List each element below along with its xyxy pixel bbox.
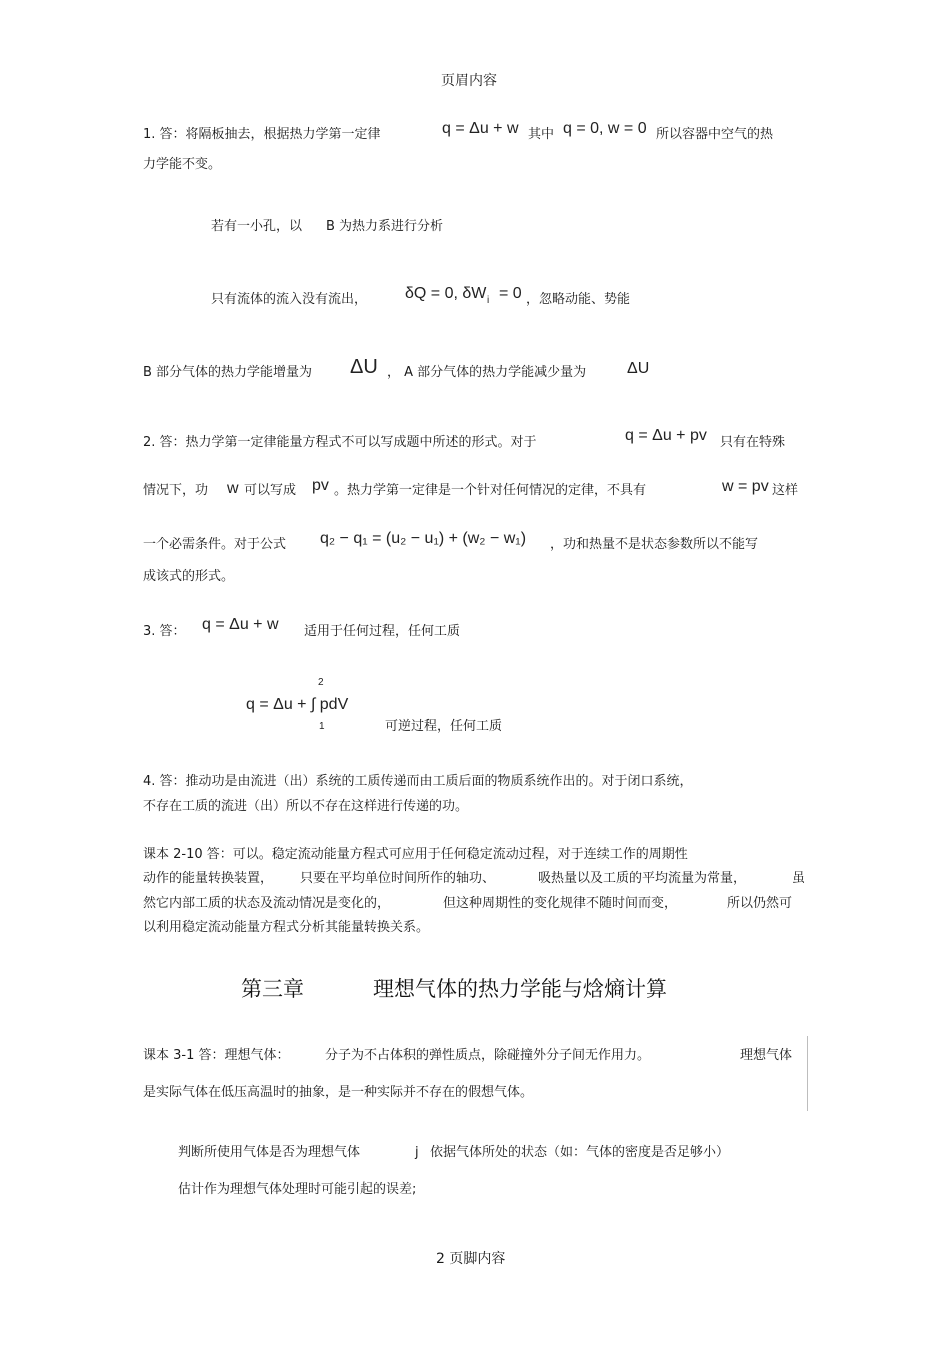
answer-1-delta-u-2: ΔU — [627, 360, 650, 377]
judge-line-1a: 判断所使用气体是否为理想气体 — [178, 1145, 361, 1160]
answer-1-text: 1. 答：将隔板抽去，根据热力学第一定律 — [143, 127, 381, 142]
chapter-title: 理想气体的热力学能与焓熵计算 — [373, 977, 667, 1001]
k210-line-3c: 所以仍然可 — [727, 896, 793, 911]
k210-line-3b: 但这种周期性的变化规律不随时间而变， — [443, 896, 678, 911]
answer-1-delta-u: ΔU — [350, 356, 378, 378]
k31-line-1a: 课本 3-1 答：理想气体： — [143, 1048, 290, 1063]
judge-line-2: 估计作为理想气体处理时可能引起的误差; — [178, 1182, 417, 1197]
answer-4-line-2: 不存在工质的流进（出）所以不存在这样进行传递的功。 — [143, 799, 469, 814]
answer-1-hole-text-b: B 为热力系进行分析 — [326, 219, 444, 234]
page-header: 页眉内容 — [441, 73, 497, 89]
answer-3-label: 3. 答： — [143, 624, 186, 639]
answer-1-a-part-text: ， A 部分气体的热力学能减少量为 — [387, 365, 587, 380]
right-rule — [807, 1036, 808, 1111]
answer-1-hole-text: 若有一小孔，以 — [211, 219, 303, 234]
answer-2-line-2: 情况下，功 — [143, 483, 209, 498]
k31-line-2: 是实际气体在低压高温时的抽象，是一种实际并不存在的假想气体。 — [143, 1085, 534, 1100]
answer-1-text-3: 所以容器中空气的热 — [656, 127, 774, 142]
answer-1-b-part-text: B 部分气体的热力学能增量为 — [143, 365, 313, 380]
answer-1-text-2: 其中 — [528, 127, 555, 142]
answer-1-line-2: 力学能不变。 — [143, 157, 222, 172]
k31-line-1b: 分子为不占体积的弹性质点，除碰撞外分子间无作用力。 — [325, 1048, 651, 1063]
answer-2-w: w — [227, 480, 239, 497]
answer-3-equation: q = Δu + w — [202, 616, 279, 633]
answer-3-text: 适用于任何过程，任何工质 — [304, 624, 461, 639]
answer-1-equation-2: q = 0, w = 0 — [563, 120, 647, 137]
answer-2-line-2d: 这样 — [772, 483, 799, 498]
answer-3-text-2: 可逆过程，任何工质 — [385, 719, 503, 734]
answer-2-line-3: 一个必需条件。对于公式 — [143, 537, 287, 552]
answer-2-line-4: 成该式的形式。 — [143, 569, 235, 584]
k210-line-2a: 动作的能量转换装置， — [143, 871, 274, 886]
answer-1-flow-equation-2: = 0 — [499, 285, 522, 302]
page-footer: 2 页脚内容 — [436, 1251, 506, 1267]
k210-line-2d: 虽 — [792, 871, 806, 886]
answer-1-flow-text: 只有流体的流入没有流出， — [211, 292, 368, 307]
answer-4-line-1: 4. 答：推动功是由流进（出）系统的工质传递而由工质后面的物质系统作出的。对于闭口系统， — [143, 774, 693, 789]
k210-line-2c: 吸热量以及工质的平均流量为常量， — [538, 871, 747, 886]
answer-2-line-3b: ，功和热量不是状态参数所以不能写 — [550, 537, 759, 552]
answer-3-integral-equation: q = Δu + ∫ pdV — [246, 696, 349, 713]
chapter-number: 第三章 — [241, 977, 304, 1001]
k210-line-3a: 然它内部工质的状态及流动情况是变化的， — [143, 896, 391, 911]
answer-1-equation: q = Δu + w — [442, 120, 519, 137]
answer-1-flow-subscript: i — [487, 295, 490, 306]
answer-2-equation-2: w = pv — [722, 478, 769, 495]
answer-1-flow-equation: δQ = 0, δW — [405, 285, 487, 302]
answer-2-equation-3: q₂ − q₁ = (u₂ − u₁) + (w₂ − w₁) — [320, 530, 527, 547]
integral-lower-limit: 1 — [319, 721, 325, 732]
answer-2-line-2c: 。热力学第一定律是一个针对任何情况的定律，不具有 — [334, 483, 647, 498]
answer-2-line-1: 2. 答：热力学第一定律能量方程式不可以写成题中所述的形式。对于 — [143, 435, 537, 450]
integral-upper-limit: 2 — [318, 677, 324, 688]
judge-line-1b: 依据气体所处的状态（如：气体的密度是否足够小） — [430, 1145, 730, 1160]
k210-line-1: 课本 2-10 答：可以。稳定流动能量方程式可应用于任何稳定流动过程，对于连续工作的周期性 — [143, 847, 688, 862]
answer-2-line-2b: 可以写成 — [244, 483, 297, 498]
k210-line-2b: 只要在平均单位时间所作的轴功、 — [300, 871, 496, 886]
answer-2-equation: q = Δu + pv — [625, 427, 707, 444]
answer-1-flow-text-b: ，忽略动能、势能 — [526, 292, 631, 307]
k31-line-1c: 理想气体 — [740, 1048, 793, 1063]
k210-line-4: 以利用稳定流动能量方程式分析其能量转换关系。 — [143, 920, 430, 935]
judge-j: j — [415, 1145, 419, 1160]
answer-2-line-1b: 只有在特殊 — [720, 435, 786, 450]
answer-2-pv: pv — [312, 477, 329, 494]
